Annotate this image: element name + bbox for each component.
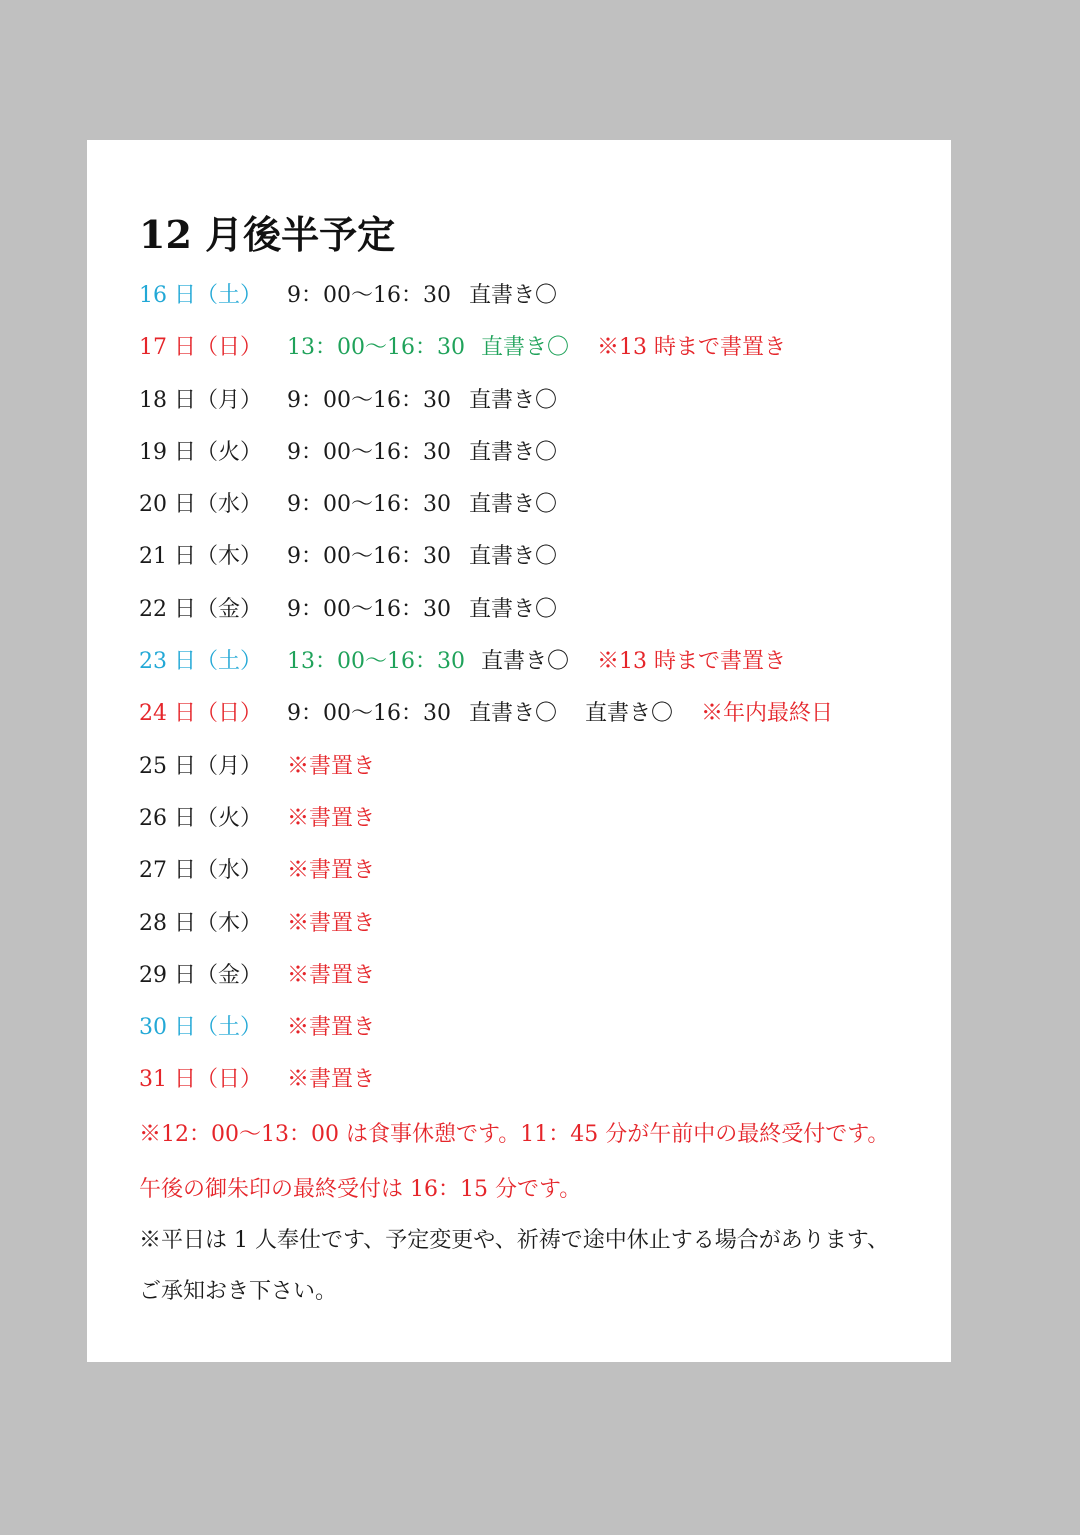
schedule-date: 30 日（土）	[139, 1015, 262, 1041]
note-weekday-staff: ※平日は 1 人奉仕です、予定変更や、祈祷で途中休止する場合があります、	[139, 1228, 890, 1253]
schedule-row	[139, 904, 929, 956]
schedule-closed-note: ※書置き	[287, 910, 376, 936]
schedule-row	[139, 642, 929, 694]
document-page	[87, 140, 951, 1362]
schedule-closed-note: ※書置き	[287, 1067, 376, 1093]
note-acknowledge: ご承知おき下さい。	[139, 1279, 338, 1304]
schedule-direct: 直書き〇	[481, 649, 570, 675]
schedule-closed-note: ※書置き	[287, 858, 376, 884]
schedule-date: 31 日（日）	[139, 1067, 262, 1093]
schedule-time: 9：00～16：30	[287, 439, 451, 465]
schedule-time: 9：00～16：30	[287, 283, 451, 308]
schedule-row	[139, 485, 929, 537]
schedule-row	[139, 590, 929, 642]
note-lunch-break: ※12：00～13：00 は食事休憩です。11：45 分が午前中の最終受付です。	[139, 1122, 890, 1147]
schedule-note: ※13 時まで書置き	[597, 335, 786, 361]
schedule-direct-second: 直書き〇	[585, 701, 674, 727]
schedule-direct: 直書き〇	[469, 492, 558, 518]
schedule-date: 23 日（土）	[139, 649, 262, 675]
schedule-row	[139, 1008, 929, 1060]
schedule-time: 9：00～16：30	[287, 544, 451, 570]
schedule-row	[139, 956, 929, 1008]
schedule-row	[139, 747, 929, 799]
schedule-date: 18 日（月）	[139, 387, 262, 413]
page-title: 12 月後半予定	[139, 212, 396, 257]
schedule-closed-note: ※書置き	[287, 962, 376, 988]
schedule-time: 9：00～16：30	[287, 701, 451, 727]
schedule-date: 28 日（木）	[139, 910, 262, 936]
schedule-row	[139, 381, 929, 433]
schedule-row	[139, 276, 929, 328]
schedule-note: ※13 時まで書置き	[597, 649, 786, 675]
schedule-list	[139, 276, 929, 1113]
schedule-date: 24 日（日）	[139, 701, 262, 727]
schedule-closed-note: ※書置き	[287, 805, 376, 831]
schedule-direct: 直書き〇	[469, 283, 558, 308]
schedule-row	[139, 1060, 929, 1112]
schedule-row	[139, 799, 929, 851]
schedule-date: 21 日（木）	[139, 544, 262, 570]
schedule-time: 9：00～16：30	[287, 387, 451, 413]
schedule-time: 13：00～16：30	[287, 335, 465, 361]
schedule-date: 22 日（金）	[139, 596, 262, 622]
schedule-row	[139, 433, 929, 485]
schedule-time: 9：00～16：30	[287, 596, 451, 622]
schedule-direct: 直書き〇	[481, 335, 570, 361]
schedule-row	[139, 328, 929, 380]
schedule-direct: 直書き〇	[469, 596, 558, 622]
schedule-date: 26 日（火）	[139, 805, 262, 831]
schedule-row	[139, 537, 929, 589]
schedule-row	[139, 851, 929, 903]
schedule-note: ※年内最終日	[701, 701, 834, 727]
schedule-closed-note: ※書置き	[287, 1015, 376, 1041]
schedule-closed-note: ※書置き	[287, 753, 376, 779]
schedule-direct: 直書き〇	[469, 387, 558, 413]
note-afternoon-deadline: 午後の御朱印の最終受付は 16：15 分です。	[139, 1177, 582, 1202]
schedule-date: 20 日（水）	[139, 492, 262, 518]
schedule-time: 13：00～16：30	[287, 649, 465, 675]
schedule-date: 17 日（日）	[139, 335, 262, 361]
schedule-direct: 直書き〇	[469, 544, 558, 570]
schedule-date: 27 日（水）	[139, 858, 262, 884]
schedule-time: 9：00～16：30	[287, 492, 451, 518]
schedule-date: 25 日（月）	[139, 753, 262, 779]
schedule-date: 29 日（金）	[139, 962, 262, 988]
schedule-date: 19 日（火）	[139, 439, 262, 465]
schedule-date: 16 日（土）	[139, 283, 262, 308]
schedule-row	[139, 694, 929, 746]
schedule-direct: 直書き〇	[469, 439, 558, 465]
schedule-direct: 直書き〇	[469, 701, 558, 727]
